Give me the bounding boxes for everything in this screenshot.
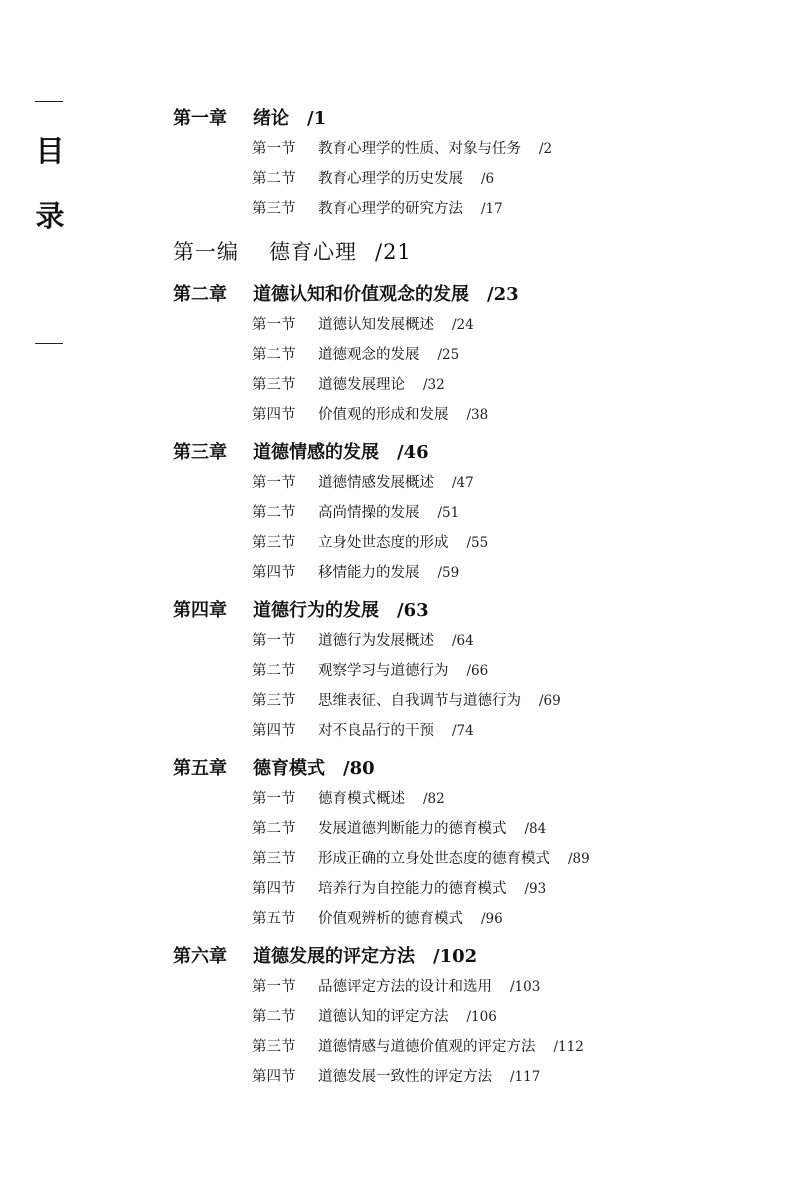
toc-section-label: 第四节 bbox=[252, 881, 296, 897]
toc-page-number: /84 bbox=[524, 821, 547, 837]
toc-chapter-entry[interactable] bbox=[173, 438, 773, 468]
toc-section-entry[interactable] bbox=[173, 164, 773, 194]
toc-page-number: /106 bbox=[466, 1009, 497, 1025]
toc-section-title: 德育模式概述 bbox=[318, 791, 405, 807]
toc-chapter-label: 第四章 bbox=[173, 600, 227, 621]
toc-section-title: 价值观的形成和发展 bbox=[318, 407, 449, 423]
toc-page-number: /93 bbox=[524, 881, 547, 897]
toc-section-entry[interactable] bbox=[173, 656, 773, 686]
toc-section-title: 对不良品行的干预 bbox=[318, 723, 434, 739]
toc-section-entry[interactable] bbox=[173, 784, 773, 814]
table-of-contents bbox=[173, 104, 773, 1092]
toc-page-number: /66 bbox=[466, 663, 489, 679]
toc-chapter-entry[interactable] bbox=[173, 754, 773, 784]
toc-section-title: 教育心理学的研究方法 bbox=[318, 201, 463, 217]
toc-chapter-label: 第六章 bbox=[173, 946, 227, 967]
toc-page-number: /59 bbox=[437, 565, 460, 581]
toc-section-title: 道德认知发展概述 bbox=[318, 317, 434, 333]
toc-section-title: 道德情感发展概述 bbox=[318, 475, 434, 491]
toc-section-entry[interactable] bbox=[173, 814, 773, 844]
toc-page-number: /25 bbox=[437, 347, 460, 363]
title-rule-bottom bbox=[35, 343, 63, 344]
toc-page-number: /23 bbox=[487, 284, 519, 305]
toc-section-title: 道德发展一致性的评定方法 bbox=[318, 1069, 492, 1085]
toc-section-label: 第一节 bbox=[252, 475, 296, 491]
toc-page-number: /24 bbox=[452, 317, 474, 333]
toc-page-number: /82 bbox=[423, 791, 445, 807]
toc-chapter-entry[interactable] bbox=[173, 942, 773, 972]
toc-section-label: 第二节 bbox=[252, 821, 296, 837]
toc-chapter-title: 道德行为的发展 bbox=[253, 600, 379, 621]
toc-section-title: 教育心理学的性质、对象与任务 bbox=[318, 141, 521, 157]
toc-section-entry[interactable] bbox=[173, 1032, 773, 1062]
toc-section-entry[interactable] bbox=[173, 716, 773, 746]
toc-section-entry[interactable] bbox=[173, 686, 773, 716]
toc-section-label: 第三节 bbox=[252, 851, 296, 867]
toc-section-entry[interactable] bbox=[173, 844, 773, 874]
toc-section-label: 第三节 bbox=[252, 377, 296, 393]
toc-section-entry[interactable] bbox=[173, 134, 773, 164]
toc-chapter-entry[interactable] bbox=[173, 280, 773, 310]
toc-section-title: 品德评定方法的设计和选用 bbox=[318, 979, 492, 995]
toc-section-entry[interactable] bbox=[173, 194, 773, 224]
toc-section-label: 第二节 bbox=[252, 1009, 296, 1025]
toc-chapter-title: 道德认知和价值观念的发展 bbox=[253, 284, 469, 305]
toc-section-entry[interactable] bbox=[173, 468, 773, 498]
toc-chapter-label: 第三章 bbox=[173, 442, 227, 463]
toc-page-number: /1 bbox=[307, 108, 327, 129]
toc-page-number: /96 bbox=[481, 911, 503, 927]
toc-page-number: /21 bbox=[375, 240, 412, 264]
toc-chapter-title: 道德情感的发展 bbox=[253, 442, 379, 463]
toc-page-number: /63 bbox=[397, 600, 429, 621]
page-title-char-2: 录 bbox=[35, 199, 65, 233]
toc-section-label: 第四节 bbox=[252, 565, 296, 581]
toc-section-label: 第一节 bbox=[252, 979, 296, 995]
toc-section-title: 发展道德判断能力的德育模式 bbox=[318, 821, 507, 837]
toc-page-number: /6 bbox=[481, 171, 495, 187]
toc-section-entry[interactable] bbox=[173, 1062, 773, 1092]
toc-page-number: /38 bbox=[466, 407, 489, 423]
toc-section-label: 第二节 bbox=[252, 347, 296, 363]
toc-chapter-label: 第五章 bbox=[173, 758, 227, 779]
toc-chapter-entry[interactable] bbox=[173, 596, 773, 626]
toc-section-title: 道德观念的发展 bbox=[318, 347, 420, 363]
toc-part-entry[interactable] bbox=[173, 232, 773, 272]
toc-section-label: 第二节 bbox=[252, 171, 296, 187]
toc-page-number: /64 bbox=[452, 633, 474, 649]
toc-section-entry[interactable] bbox=[173, 310, 773, 340]
toc-chapter-title: 道德发展的评定方法 bbox=[253, 946, 415, 967]
toc-section-entry[interactable] bbox=[173, 874, 773, 904]
toc-section-title: 移情能力的发展 bbox=[318, 565, 420, 581]
toc-page-number: /74 bbox=[452, 723, 474, 739]
toc-section-entry[interactable] bbox=[173, 904, 773, 934]
toc-section-label: 第五节 bbox=[252, 911, 296, 927]
page-title-char-1: 目 bbox=[35, 134, 65, 168]
toc-section-title: 思维表征、自我调节与道德行为 bbox=[318, 693, 521, 709]
toc-section-entry[interactable] bbox=[173, 340, 773, 370]
toc-chapter-entry[interactable] bbox=[173, 104, 773, 134]
toc-section-label: 第三节 bbox=[252, 535, 296, 551]
toc-section-label: 第一节 bbox=[252, 633, 296, 649]
toc-section-title: 高尚情操的发展 bbox=[318, 505, 420, 521]
toc-section-entry[interactable] bbox=[173, 972, 773, 1002]
toc-section-label: 第四节 bbox=[252, 1069, 296, 1085]
toc-section-title: 形成正确的立身处世态度的德育模式 bbox=[318, 851, 550, 867]
toc-section-label: 第四节 bbox=[252, 723, 296, 739]
toc-section-label: 第二节 bbox=[252, 505, 296, 521]
toc-page-number: /51 bbox=[437, 505, 460, 521]
toc-chapter-title: 德育模式 bbox=[253, 758, 325, 779]
toc-section-title: 道德情感与道德价值观的评定方法 bbox=[318, 1039, 536, 1055]
toc-page-number: /89 bbox=[568, 851, 590, 867]
toc-section-entry[interactable] bbox=[173, 528, 773, 558]
toc-section-title: 观察学习与道德行为 bbox=[318, 663, 449, 679]
toc-section-title: 培养行为自控能力的德育模式 bbox=[318, 881, 507, 897]
toc-page-number: /112 bbox=[553, 1039, 584, 1055]
toc-section-entry[interactable] bbox=[173, 498, 773, 528]
toc-section-title: 价值观辨析的德育模式 bbox=[318, 911, 463, 927]
toc-section-title: 教育心理学的历史发展 bbox=[318, 171, 463, 187]
toc-page-number: /32 bbox=[423, 377, 445, 393]
toc-page-number: /117 bbox=[510, 1069, 541, 1085]
toc-chapter-label: 第二章 bbox=[173, 284, 227, 305]
toc-page-number: /80 bbox=[343, 758, 375, 779]
toc-section-title: 道德认知的评定方法 bbox=[318, 1009, 449, 1025]
toc-section-label: 第一节 bbox=[252, 141, 296, 157]
toc-chapter-label: 第一章 bbox=[173, 108, 227, 129]
toc-section-label: 第一节 bbox=[252, 317, 296, 333]
toc-page-number: /69 bbox=[539, 693, 561, 709]
toc-page-number: /47 bbox=[452, 475, 474, 491]
toc-page-number: /2 bbox=[539, 141, 553, 157]
title-rule-top bbox=[35, 101, 63, 102]
toc-section-label: 第三节 bbox=[252, 693, 296, 709]
toc-section-label: 第一节 bbox=[252, 791, 296, 807]
toc-section-entry[interactable] bbox=[173, 400, 773, 430]
toc-page-number: /55 bbox=[466, 535, 489, 551]
toc-section-entry[interactable] bbox=[173, 626, 773, 656]
toc-page-number: /102 bbox=[433, 946, 478, 967]
toc-section-title: 道德发展理论 bbox=[318, 377, 405, 393]
toc-page-number: /17 bbox=[481, 201, 503, 217]
toc-section-label: 第三节 bbox=[252, 201, 296, 217]
toc-part-title: 德育心理 bbox=[269, 240, 357, 264]
toc-section-label: 第三节 bbox=[252, 1039, 296, 1055]
toc-section-entry[interactable] bbox=[173, 370, 773, 400]
toc-section-label: 第四节 bbox=[252, 407, 296, 423]
toc-section-title: 道德行为发展概述 bbox=[318, 633, 434, 649]
toc-page-number: /46 bbox=[397, 442, 429, 463]
toc-section-entry[interactable] bbox=[173, 1002, 773, 1032]
toc-part-label: 第一编 bbox=[173, 240, 239, 264]
toc-page-number: /103 bbox=[510, 979, 541, 995]
toc-section-entry[interactable] bbox=[173, 558, 773, 588]
toc-chapter-title: 绪论 bbox=[253, 108, 289, 129]
toc-section-label: 第二节 bbox=[252, 663, 296, 679]
toc-section-title: 立身处世态度的形成 bbox=[318, 535, 449, 551]
